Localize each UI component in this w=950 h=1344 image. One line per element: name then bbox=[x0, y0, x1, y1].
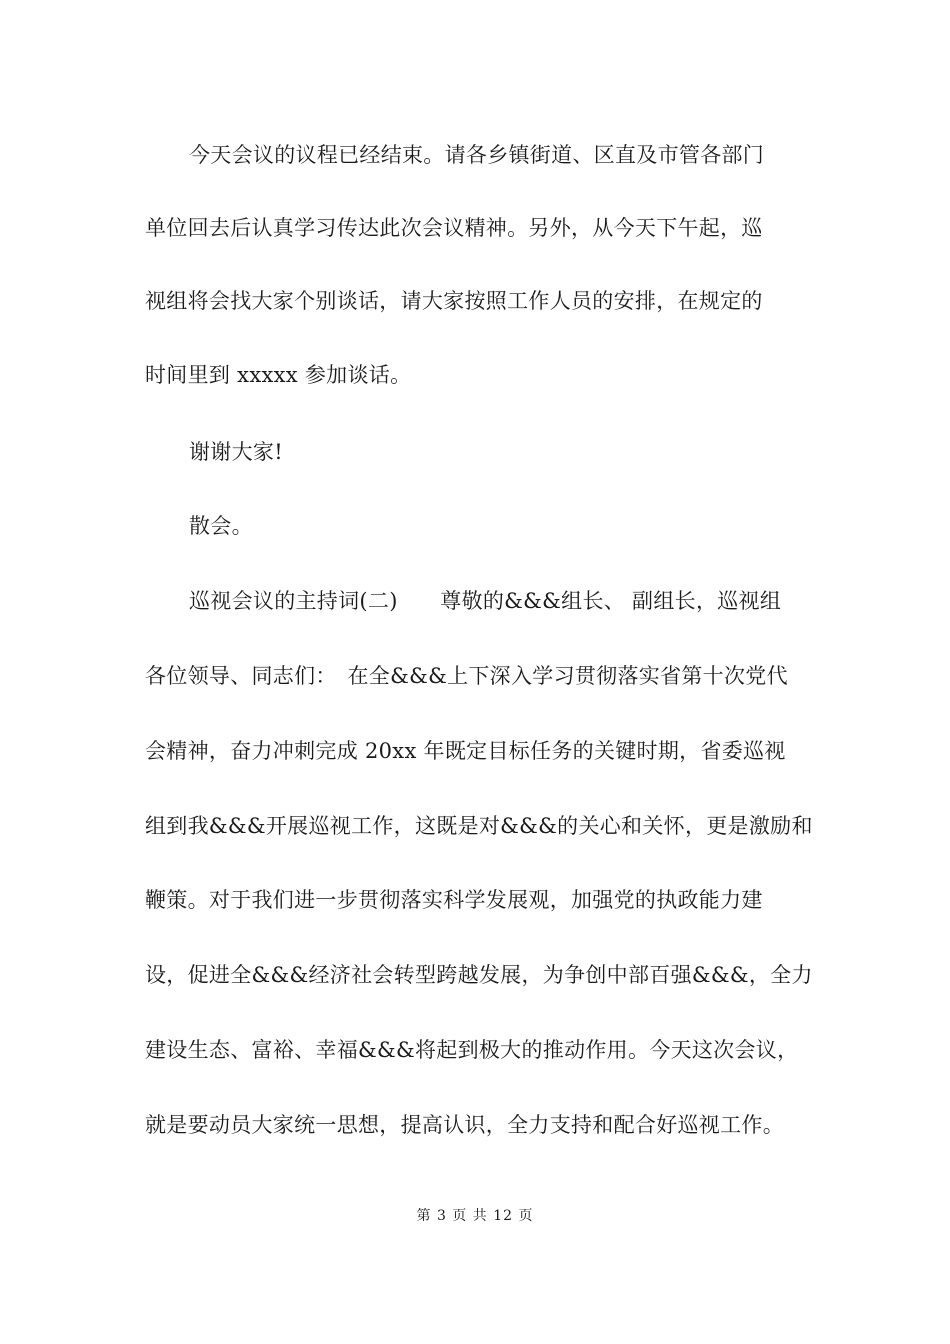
text-line: 建设生态、富裕、幸福&&&将起到极大的推动作用。今天这次会议， bbox=[145, 1038, 799, 1062]
text-line: 各位领导、同志们： 在全&&&上下深入学习贯彻落实省第十次党代 bbox=[145, 664, 788, 688]
text-line: 谢谢大家! bbox=[189, 440, 283, 464]
text-line: 就是要动员大家统一思想，提高认识，全力支持和配合好巡视工作。 bbox=[145, 1113, 784, 1137]
text-line: 巡视会议的主持词(二) 尊敬的&&&组长、 副组长，巡视组 bbox=[189, 589, 782, 613]
text-line: 会精神，奋力冲刺完成 20xx 年既定目标任务的关键时期，省委巡视 bbox=[145, 739, 786, 763]
text-line: 鞭策。对于我们进一步贯彻落实科学发展观，加强党的执政能力建 bbox=[145, 888, 763, 912]
text-line: 散会。 bbox=[189, 514, 253, 538]
text-line: 设，促进全&&&经济社会转型跨越发展，为争创中部百强&&&，全力 bbox=[145, 963, 813, 987]
text-line: 时间里到 xxxxx 参加谈话。 bbox=[145, 363, 412, 387]
text-line: 今天会议的议程已经结束。请各乡镇街道、区直及市管各部门 bbox=[189, 143, 765, 167]
text-line: 视组将会找大家个别谈话，请大家按照工作人员的安排，在规定的 bbox=[145, 289, 763, 313]
text-line: 单位回去后认真学习传达此次会议精神。另外，从今天下午起，巡 bbox=[145, 216, 763, 240]
page-number: 第 3 页 共 12 页 bbox=[416, 1208, 534, 1224]
text-line: 组到我&&&开展巡视工作，这既是对&&&的关心和关怀，更是激励和 bbox=[145, 814, 813, 838]
